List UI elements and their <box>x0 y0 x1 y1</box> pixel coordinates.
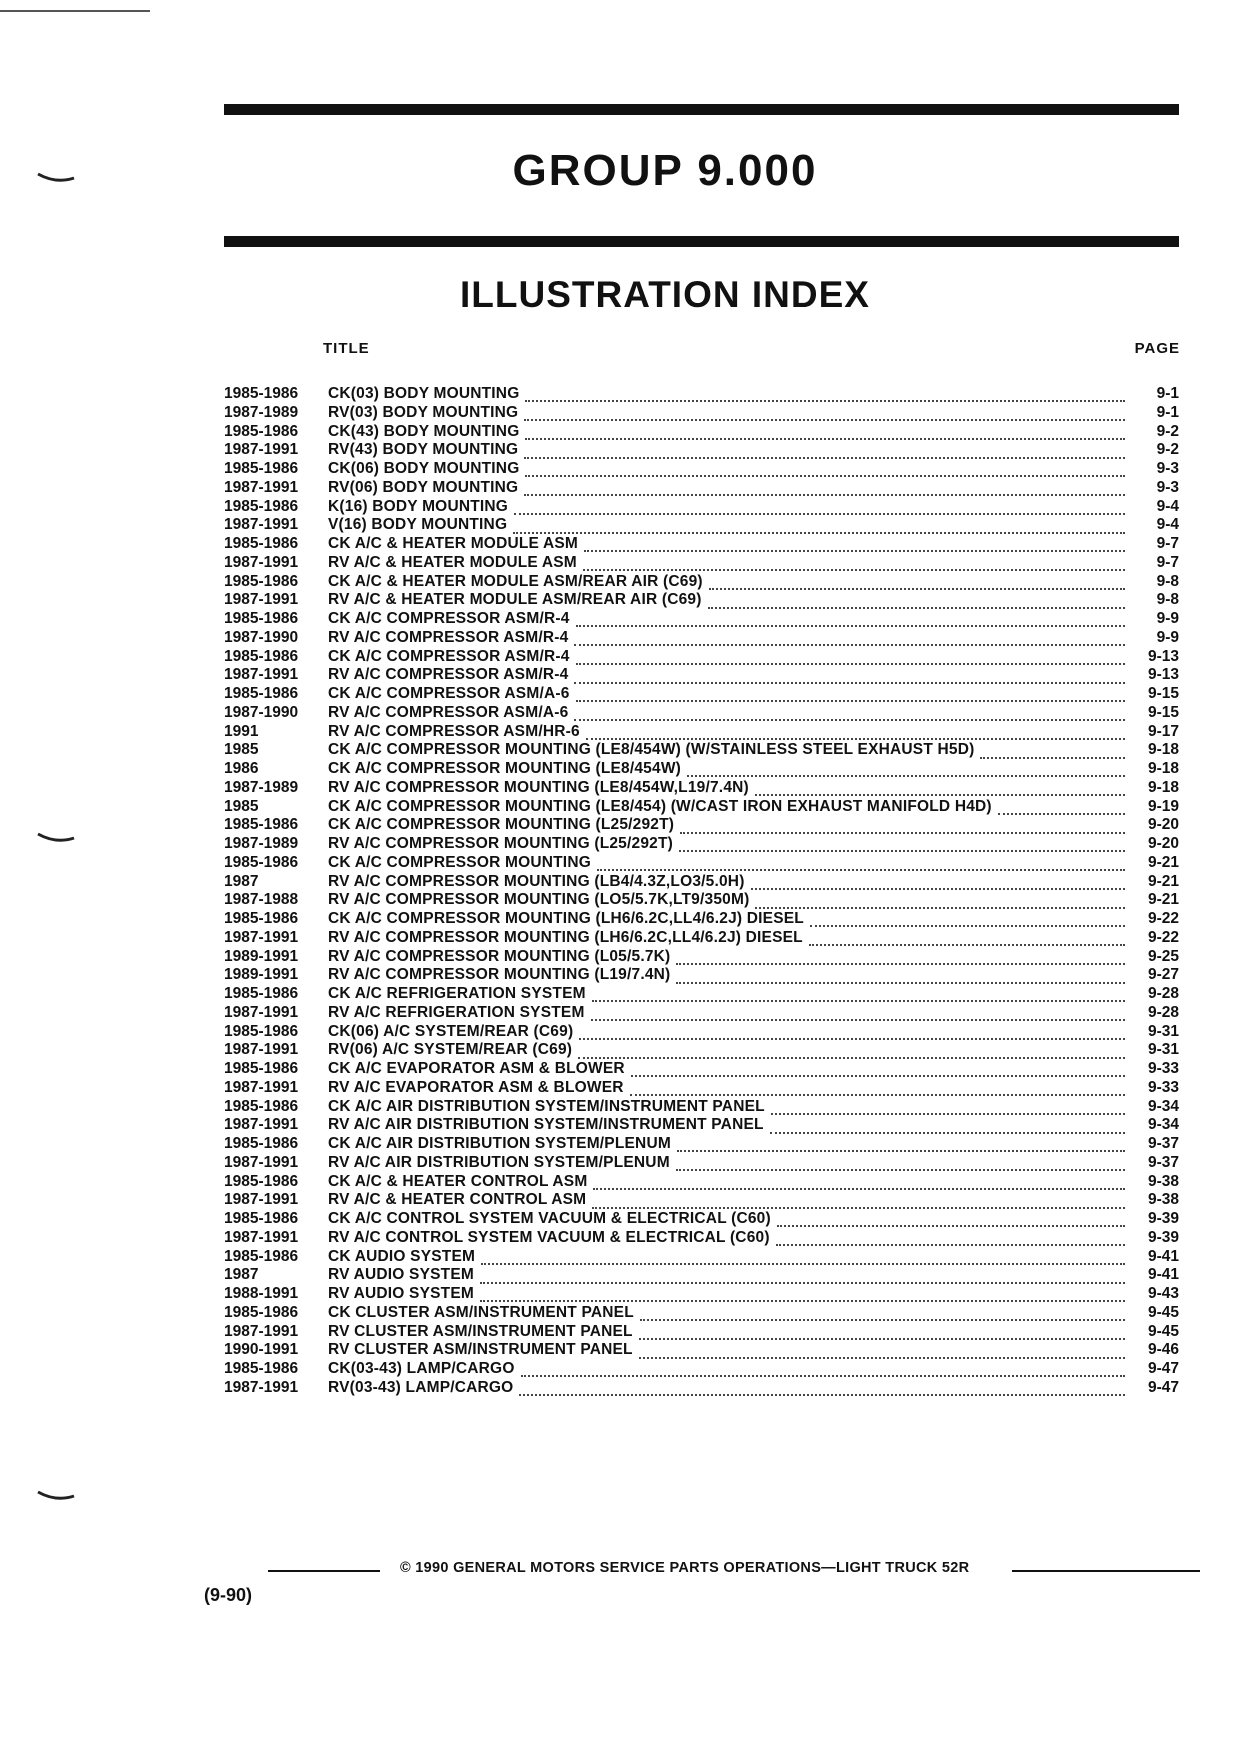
index-row <box>224 929 1179 948</box>
index-row-title: RV A/C CONTROL SYSTEM VACUUM & ELECTRICAL (C60) <box>328 1228 770 1246</box>
index-row-title: RV A/C & HEATER MODULE ASM/REAR AIR (C69) <box>328 591 702 609</box>
index-row <box>224 554 1179 573</box>
index-row-page: 9-41 <box>1147 1266 1179 1284</box>
index-row-leader-dots <box>998 809 1125 815</box>
index-row-years: 1987-1989 <box>224 403 299 421</box>
index-row-years: 1985-1986 <box>224 460 299 477</box>
index-row-leader-dots <box>513 528 1125 534</box>
index-row-page: 9-45 <box>1147 1322 1179 1340</box>
index-row <box>224 648 1179 667</box>
index-row-title: CK A/C & HEATER MODULE ASM/REAR AIR (C69) <box>328 572 703 590</box>
index-row-title: CK A/C COMPRESSOR MOUNTING (LH6/6.2C,LL4/6.2J) DIESEL <box>328 910 804 927</box>
index-row-page: 9-21 <box>1147 853 1179 871</box>
footer-rule-left <box>268 1570 380 1572</box>
index-row-page: 9-31 <box>1147 1022 1179 1040</box>
index-row <box>224 1266 1179 1285</box>
index-row-title: CK A/C REFRIGERATION SYSTEM <box>328 985 586 1002</box>
index-row-title: RV A/C REFRIGERATION SYSTEM <box>328 1003 585 1021</box>
index-row-page: 9-20 <box>1147 835 1179 852</box>
index-row-leader-dots <box>574 715 1125 721</box>
index-row <box>224 1173 1179 1192</box>
index-row-leader-dots <box>519 1390 1125 1396</box>
index-row-leader-dots <box>524 415 1125 421</box>
index-row-page: 9-21 <box>1147 891 1179 909</box>
index-row <box>224 516 1179 535</box>
index-row-leader-dots <box>525 396 1125 402</box>
index-row-years: 1985-1986 <box>224 853 299 871</box>
index-row-title: RV(43) BODY MOUNTING <box>328 441 519 459</box>
index-row-title: RV A/C & HEATER CONTROL ASM <box>328 1191 587 1209</box>
index-row <box>224 723 1179 742</box>
index-row-page: 9-3 <box>1156 460 1179 477</box>
index-row-years: 1990-1991 <box>224 1341 299 1359</box>
index-row-title: RV A/C COMPRESSOR MOUNTING (LB4/4.3Z,LO3/5.0H) <box>328 872 745 890</box>
index-row-years: 1987-1990 <box>224 628 299 646</box>
index-row-leader-dots <box>480 1278 1125 1284</box>
index-row-years: 1987-1991 <box>224 1378 299 1396</box>
index-row-leader-dots <box>676 978 1125 984</box>
index-row-page: 9-28 <box>1147 985 1179 1002</box>
index-row <box>224 573 1179 592</box>
index-row <box>224 1248 1179 1267</box>
index-row <box>224 966 1179 985</box>
index-row <box>224 591 1179 610</box>
index-row-page: 9-37 <box>1147 1135 1179 1152</box>
index-row <box>224 1079 1179 1098</box>
index-row <box>224 835 1179 854</box>
index-row-leader-dots <box>980 753 1125 759</box>
index-row-page: 9-1 <box>1156 385 1179 402</box>
index-row-title: CK A/C COMPRESSOR ASM/A-6 <box>328 685 570 702</box>
index-row-page: 9-7 <box>1156 553 1179 571</box>
index-row-leader-dots <box>480 1296 1125 1302</box>
index-row-years: 1991 <box>224 722 259 740</box>
index-row-years: 1985-1986 <box>224 1172 299 1190</box>
index-row-leader-dots <box>576 621 1125 627</box>
index-row-years: 1987-1991 <box>224 1228 299 1246</box>
index-row-page: 9-28 <box>1147 1003 1179 1021</box>
index-row-leader-dots <box>583 565 1125 571</box>
index-row-years: 1987-1991 <box>224 553 299 571</box>
index-row-page: 9-18 <box>1147 778 1179 796</box>
index-row-leader-dots <box>639 1353 1125 1359</box>
index-row-leader-dots <box>810 921 1125 927</box>
index-row <box>224 685 1179 704</box>
index-row-leader-dots <box>676 1165 1125 1171</box>
index-row-title: RV A/C COMPRESSOR ASM/HR-6 <box>328 722 580 740</box>
index-row-years: 1989-1991 <box>224 966 299 984</box>
index-row <box>224 873 1179 892</box>
index-row-page: 9-39 <box>1147 1228 1179 1246</box>
index-row-page: 9-38 <box>1147 1191 1179 1209</box>
index-row <box>224 1004 1179 1023</box>
index-row-years: 1988-1991 <box>224 1285 299 1302</box>
index-row <box>224 816 1179 835</box>
index-row-title: RV(03-43) LAMP/CARGO <box>328 1378 514 1396</box>
index-row-leader-dots <box>514 509 1125 515</box>
index-row-title: CK A/C COMPRESSOR MOUNTING (LE8/454W) <box>328 760 682 777</box>
index-row <box>224 1285 1179 1304</box>
index-row-years: 1987-1991 <box>224 1078 299 1096</box>
index-title: ILLUSTRATION INDEX <box>460 274 870 315</box>
index-row <box>224 1041 1179 1060</box>
index-row <box>224 1098 1179 1117</box>
index-row-title: RV A/C COMPRESSOR MOUNTING (LO5/5.7K,LT9/350M) <box>328 891 750 909</box>
index-row-title: RV AUDIO SYSTEM <box>328 1285 474 1302</box>
index-row-title: RV A/C COMPRESSOR MOUNTING (L05/5.7K) <box>328 947 671 965</box>
index-row-page: 9-33 <box>1147 1078 1179 1096</box>
index-row <box>224 535 1179 554</box>
page-code: (9-90) <box>204 1585 253 1605</box>
index-row-years: 1985-1986 <box>224 385 299 402</box>
index-row-years: 1987-1989 <box>224 778 299 796</box>
index-row-years: 1985-1986 <box>224 422 299 440</box>
index-row-page: 9-3 <box>1156 478 1179 496</box>
index-row-title: RV A/C COMPRESSOR MOUNTING (LE8/454W,L19/7.4N) <box>328 778 749 796</box>
index-row <box>224 798 1179 817</box>
index-row-leader-dots <box>677 1146 1125 1152</box>
index-row-years: 1987-1989 <box>224 835 299 852</box>
index-row-page: 9-8 <box>1156 572 1179 590</box>
index-row-years: 1987-1991 <box>224 1191 299 1209</box>
index-row-years: 1987-1991 <box>224 441 299 459</box>
index-row-title: RV A/C COMPRESSOR MOUNTING (L19/7.4N) <box>328 966 671 984</box>
index-row-title: CK A/C COMPRESSOR MOUNTING (L25/292T) <box>328 816 675 834</box>
index-row-leader-dots <box>524 490 1125 496</box>
index-row-title: CK A/C EVAPORATOR ASM & BLOWER <box>328 1060 625 1077</box>
index-row-title: CK A/C COMPRESSOR MOUNTING <box>328 853 591 871</box>
group-title: GROUP 9.000 <box>512 146 818 195</box>
index-row <box>224 629 1179 648</box>
index-row-leader-dots <box>521 1371 1125 1377</box>
index-row-leader-dots <box>777 1221 1125 1227</box>
index-row-title: CK A/C AIR DISTRIBUTION SYSTEM/INSTRUMENT PANEL <box>328 1097 765 1115</box>
index-row <box>224 1229 1179 1248</box>
index-row-leader-dots <box>574 678 1125 684</box>
index-row-page: 9-9 <box>1156 628 1179 646</box>
index-row-title: CK A/C CONTROL SYSTEM VACUUM & ELECTRICAL (C60) <box>328 1210 771 1227</box>
index-row-leader-dots <box>809 940 1125 946</box>
index-row-page: 9-47 <box>1147 1378 1179 1396</box>
index-row-years: 1986 <box>224 760 259 777</box>
index-row-leader-dots <box>597 865 1125 871</box>
index-row-leader-dots <box>771 1109 1125 1115</box>
index-row-leader-dots <box>776 1240 1125 1246</box>
index-row-leader-dots <box>592 996 1125 1002</box>
index-row-title: RV A/C COMPRESSOR MOUNTING (L25/292T) <box>328 835 674 852</box>
index-row-page: 9-18 <box>1147 760 1179 777</box>
index-row-page: 9-13 <box>1147 647 1179 665</box>
index-row-leader-dots <box>578 1053 1125 1059</box>
index-row-title: CK(43) BODY MOUNTING <box>328 422 520 440</box>
index-row <box>224 760 1179 779</box>
index-row-years: 1987-1991 <box>224 516 299 534</box>
index-row-title: RV A/C COMPRESSOR ASM/R-4 <box>328 628 569 646</box>
index-row <box>224 666 1179 685</box>
index-row-years: 1987 <box>224 872 259 890</box>
index-row-title: CK A/C COMPRESSOR MOUNTING (LE8/454W) (W/STAINLESS STEEL EXHAUST H5D) <box>328 741 975 759</box>
index-row-page: 9-21 <box>1147 872 1179 890</box>
header-rule-top <box>224 104 1179 115</box>
index-row <box>224 1341 1179 1360</box>
index-row <box>224 985 1179 1004</box>
index-row-years: 1985-1986 <box>224 910 299 927</box>
index-row-leader-dots <box>630 1090 1125 1096</box>
index-row-title: RV A/C COMPRESSOR ASM/R-4 <box>328 666 569 684</box>
index-row-leader-dots <box>591 1015 1125 1021</box>
index-row-leader-dots <box>631 1071 1125 1077</box>
index-row-title: CK AUDIO SYSTEM <box>328 1247 476 1265</box>
index-row-title: V(16) BODY MOUNTING <box>328 516 508 534</box>
index-row-page: 9-43 <box>1147 1285 1179 1302</box>
index-row-leader-dots <box>579 1034 1125 1040</box>
index-row-page: 9-37 <box>1147 1153 1179 1171</box>
index-row-page: 9-31 <box>1147 1041 1179 1059</box>
footer-copyright: © 1990 GENERAL MOTORS SERVICE PARTS OPERATIONS—LIGHT TRUCK 52R <box>400 1560 970 1576</box>
index-row-years: 1987 <box>224 1266 259 1284</box>
index-row <box>224 479 1179 498</box>
index-row <box>224 910 1179 929</box>
index-row-page: 9-34 <box>1147 1097 1179 1115</box>
index-row-years: 1985-1986 <box>224 685 299 702</box>
index-row-years: 1985-1986 <box>224 1135 299 1152</box>
index-row <box>224 460 1179 479</box>
index-row-years: 1987-1991 <box>224 928 299 946</box>
index-row <box>224 948 1179 967</box>
index-row-years: 1989-1991 <box>224 947 299 965</box>
index-row-page: 9-47 <box>1147 1360 1179 1377</box>
index-row-years: 1985-1986 <box>224 985 299 1002</box>
index-row-leader-dots <box>525 434 1125 440</box>
index-row-title: RV A/C EVAPORATOR ASM & BLOWER <box>328 1078 624 1096</box>
index-row-years: 1985-1986 <box>224 497 299 515</box>
index-row <box>224 1360 1179 1379</box>
index-row-title: CK(03-43) LAMP/CARGO <box>328 1360 515 1377</box>
column-header-page: PAGE <box>1134 340 1180 357</box>
index-row-years: 1987-1991 <box>224 591 299 609</box>
index-row-leader-dots <box>584 546 1125 552</box>
index-row <box>224 1135 1179 1154</box>
index-row-title: RV A/C AIR DISTRIBUTION SYSTEM/PLENUM <box>328 1153 670 1171</box>
index-row-years: 1987-1991 <box>224 1003 299 1021</box>
index-row <box>224 385 1179 404</box>
index-row <box>224 404 1179 423</box>
index-row-page: 9-22 <box>1147 928 1179 946</box>
index-row-title: CK A/C & HEATER CONTROL ASM <box>328 1172 588 1190</box>
index-row-page: 9-19 <box>1147 797 1179 815</box>
index-row-years: 1985-1986 <box>224 647 299 665</box>
index-row-years: 1987-1991 <box>224 1116 299 1134</box>
index-row-years: 1985 <box>224 741 259 759</box>
index-row-leader-dots <box>687 771 1125 777</box>
index-row-leader-dots <box>640 1315 1125 1321</box>
index-row-page: 9-45 <box>1147 1303 1179 1321</box>
index-row-leader-dots <box>593 1184 1125 1190</box>
index-row-title: CK A/C & HEATER MODULE ASM <box>328 535 579 552</box>
index-row-leader-dots <box>586 734 1125 740</box>
index-row-title: CK(03) BODY MOUNTING <box>328 385 520 402</box>
index-row-title: CK A/C COMPRESSOR ASM/R-4 <box>328 610 570 627</box>
index-row-page: 9-39 <box>1147 1210 1179 1227</box>
index-row-page: 9-15 <box>1147 685 1179 702</box>
index-row <box>224 1379 1179 1398</box>
index-row-title: RV(06) BODY MOUNTING <box>328 478 519 496</box>
index-row-leader-dots <box>755 790 1125 796</box>
header-rule-bottom <box>224 236 1179 247</box>
index-row-page: 9-17 <box>1147 722 1179 740</box>
index-row <box>224 1191 1179 1210</box>
index-row-leader-dots <box>751 884 1125 890</box>
index-row-page: 9-4 <box>1156 516 1179 534</box>
index-row-years: 1987-1991 <box>224 1322 299 1340</box>
index-row-title: CK CLUSTER ASM/INSTRUMENT PANEL <box>328 1303 634 1321</box>
index-row-leader-dots <box>709 584 1125 590</box>
index-row <box>224 423 1179 442</box>
index-row-years: 1985-1986 <box>224 816 299 834</box>
index-row-title: CK A/C COMPRESSOR ASM/R-4 <box>328 647 570 665</box>
index-row-leader-dots <box>576 696 1125 702</box>
index-row-leader-dots <box>679 846 1125 852</box>
index-row <box>224 1060 1179 1079</box>
index-row-years: 1985-1986 <box>224 1360 299 1377</box>
index-row-page: 9-33 <box>1147 1060 1179 1077</box>
index-row <box>224 891 1179 910</box>
index-row-years: 1985-1986 <box>224 1097 299 1115</box>
index-row-page: 9-25 <box>1147 947 1179 965</box>
index-row-page: 9-2 <box>1156 422 1179 440</box>
index-row <box>224 779 1179 798</box>
index-row-years: 1985-1986 <box>224 1303 299 1321</box>
index-row-title: RV A/C & HEATER MODULE ASM <box>328 553 577 571</box>
index-row-page: 9-27 <box>1147 966 1179 984</box>
index-row-page: 9-8 <box>1156 591 1179 609</box>
index-row-years: 1987-1988 <box>224 891 299 909</box>
index-row-title: RV AUDIO SYSTEM <box>328 1266 474 1284</box>
index-row-title: RV A/C AIR DISTRIBUTION SYSTEM/INSTRUMENT PANEL <box>328 1116 764 1134</box>
index-row-title: K(16) BODY MOUNTING <box>328 497 509 515</box>
index-row-title: RV(03) BODY MOUNTING <box>328 403 519 421</box>
index-row-title: RV CLUSTER ASM/INSTRUMENT PANEL <box>328 1322 633 1340</box>
index-row-title: CK A/C AIR DISTRIBUTION SYSTEM/PLENUM <box>328 1135 671 1152</box>
index-row-page: 9-34 <box>1147 1116 1179 1134</box>
index-row-leader-dots <box>680 828 1125 834</box>
index-row-title: CK A/C COMPRESSOR MOUNTING (LE8/454) (W/CAST IRON EXHAUST MANIFOLD H4D) <box>328 797 992 815</box>
index-row-years: 1987-1991 <box>224 478 299 496</box>
index-row <box>224 498 1179 517</box>
binder-punch-mark-bottom <box>36 1488 76 1502</box>
index-row-leader-dots <box>592 1203 1125 1209</box>
index-row-years: 1985-1986 <box>224 535 299 552</box>
index-row-title: CK(06) A/C SYSTEM/REAR (C69) <box>328 1022 574 1040</box>
index-row <box>224 1116 1179 1135</box>
index-row <box>224 610 1179 629</box>
index-row <box>224 1304 1179 1323</box>
index-row-page: 9-18 <box>1147 741 1179 759</box>
index-row-leader-dots <box>525 471 1125 477</box>
index-row-page: 9-41 <box>1147 1247 1179 1265</box>
index-list <box>224 385 1179 1398</box>
index-row-title: RV(06) A/C SYSTEM/REAR (C69) <box>328 1041 573 1059</box>
index-row-page: 9-15 <box>1147 703 1179 721</box>
index-row <box>224 441 1179 460</box>
index-row-years: 1987-1991 <box>224 1153 299 1171</box>
index-row-page: 9-7 <box>1156 535 1179 552</box>
index-row <box>224 854 1179 873</box>
index-row-title: RV CLUSTER ASM/INSTRUMENT PANEL <box>328 1341 633 1359</box>
index-row-page: 9-20 <box>1147 816 1179 834</box>
index-row-title: RV A/C COMPRESSOR ASM/A-6 <box>328 703 569 721</box>
index-row <box>224 1023 1179 1042</box>
index-row-years: 1985-1986 <box>224 1060 299 1077</box>
index-row-page: 9-9 <box>1156 610 1179 627</box>
index-row-page: 9-22 <box>1147 910 1179 927</box>
index-row-page: 9-38 <box>1147 1172 1179 1190</box>
index-row-page: 9-2 <box>1156 441 1179 459</box>
binder-punch-mark-middle <box>36 830 76 844</box>
index-row-years: 1985-1986 <box>224 572 299 590</box>
index-row-leader-dots <box>639 1334 1125 1340</box>
index-row-leader-dots <box>770 1128 1125 1134</box>
index-row-years: 1985 <box>224 797 259 815</box>
index-row-leader-dots <box>676 959 1125 965</box>
index-row-years: 1987-1991 <box>224 666 299 684</box>
index-row-leader-dots <box>524 453 1125 459</box>
index-row-years: 1985-1986 <box>224 1210 299 1227</box>
index-row-years: 1987-1991 <box>224 1041 299 1059</box>
index-row-leader-dots <box>481 1259 1125 1265</box>
index-row-page: 9-46 <box>1147 1341 1179 1359</box>
index-row-years: 1987-1990 <box>224 703 299 721</box>
index-row-page: 9-13 <box>1147 666 1179 684</box>
index-row-years: 1985-1986 <box>224 1247 299 1265</box>
index-row <box>224 1154 1179 1173</box>
index-row <box>224 1323 1179 1342</box>
index-row-title: CK(06) BODY MOUNTING <box>328 460 520 477</box>
footer-rule-right <box>1012 1570 1200 1572</box>
index-row-years: 1985-1986 <box>224 1022 299 1040</box>
column-header-title: TITLE <box>323 340 370 357</box>
index-row <box>224 1210 1179 1229</box>
index-row-years: 1985-1986 <box>224 610 299 627</box>
index-row-page: 9-1 <box>1156 403 1179 421</box>
index-row-leader-dots <box>708 603 1125 609</box>
corner-scan-line <box>0 10 150 12</box>
index-row-title: RV A/C COMPRESSOR MOUNTING (LH6/6.2C,LL4/6.2J) DIESEL <box>328 928 803 946</box>
index-row-leader-dots <box>576 659 1125 665</box>
index-row-leader-dots <box>574 640 1125 646</box>
index-row <box>224 741 1179 760</box>
index-row-page: 9-4 <box>1156 497 1179 515</box>
index-row-leader-dots <box>755 903 1125 909</box>
index-row <box>224 704 1179 723</box>
